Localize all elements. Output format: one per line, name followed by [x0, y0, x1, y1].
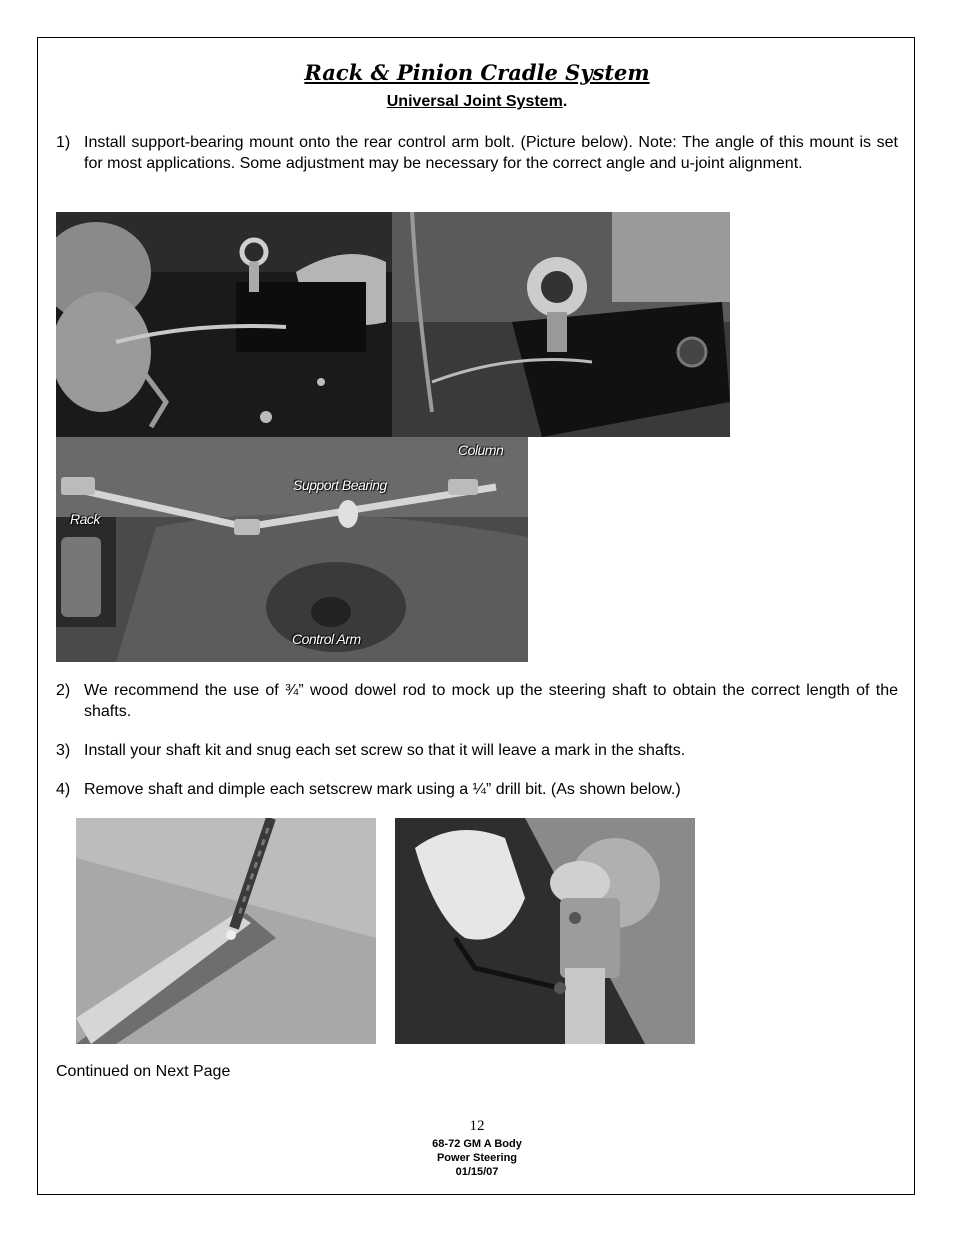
- label-control-arm: Control Arm: [292, 631, 361, 647]
- label-rack: Rack: [70, 511, 100, 527]
- page-title: Rack & Pinion Cradle System: [304, 60, 650, 85]
- step-3: [56, 740, 898, 761]
- photo-drill-dimple: [76, 818, 376, 1044]
- step-text: We recommend the use of ¾” wood dowel rod to mock up the steering shaft to obtain the correct length of the shafts.: [84, 682, 898, 720]
- photo-shaft-assembly: [56, 437, 528, 662]
- subtitle-text: Universal Joint System: [386, 93, 563, 110]
- footer-line-1: 68-72 GM A Body: [432, 1138, 522, 1150]
- step-text: Remove shaft and dimple each setscrew mark using a ¼” drill bit. (As shown below.): [84, 781, 681, 798]
- photo-installing-mount: [56, 212, 392, 437]
- footer-line-2: Power Steering: [436, 1152, 518, 1164]
- step-text: Install support-bearing mount onto the rear control arm bolt. (Picture below). Note: The angle of this mount is set for most applications. Some adjustment may be necessary for the correct angle and u-joint alignment.: [84, 134, 898, 172]
- step-text: Install your shaft kit and snug each set screw so that it will leave a mark in the shafts.: [84, 742, 686, 759]
- step-4: [56, 779, 898, 800]
- step-number: 4): [56, 781, 71, 798]
- step-number: 2): [56, 682, 71, 699]
- step-1: [56, 132, 898, 174]
- photo-mount-closeup: [392, 212, 730, 437]
- footer: [0, 1137, 954, 1179]
- step-2: [56, 680, 898, 722]
- page-number: 12: [469, 1118, 485, 1134]
- step-number: 1): [56, 134, 71, 151]
- footer-line-3: 01/15/07: [455, 1166, 499, 1178]
- step-number: 3): [56, 742, 71, 759]
- label-column: Column: [458, 442, 504, 458]
- section-subtitle: [0, 93, 954, 111]
- photo-hex-key-ujoint: [395, 818, 695, 1044]
- subtitle-suffix: .: [562, 93, 568, 110]
- label-support-bearing: Support Bearing: [293, 477, 387, 493]
- continued-note: Continued on Next Page: [56, 1063, 231, 1080]
